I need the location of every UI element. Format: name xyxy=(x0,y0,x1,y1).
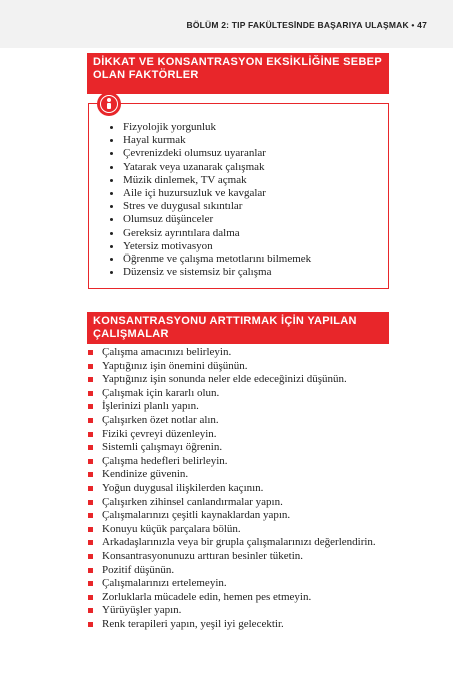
bullet-dot-icon xyxy=(110,205,113,208)
list-item xyxy=(88,414,376,428)
list-item xyxy=(88,400,376,414)
list-item-text: Sistemli çalışmayı öğrenin. xyxy=(102,441,223,454)
list-item-text: Yatarak veya uzanarak çalışmak xyxy=(123,160,265,173)
list-item xyxy=(110,147,311,160)
red-square-bullet-icon xyxy=(88,377,93,382)
running-title: BÖLÜM 2: TIP FAKÜLTESİNDE BAŞARIYA ULAŞMAK • 47 xyxy=(186,20,427,30)
section-heading-line: KONSANTRASYONU ARTTIRMAK İÇİN YAPILAN xyxy=(93,315,357,327)
list-item xyxy=(110,187,311,200)
list-item-text: Yürüyüşler yapın. xyxy=(102,604,182,617)
red-square-bullet-icon xyxy=(88,459,93,464)
list-item-text: Çalışmalarınızı çeşitli kaynaklardan yapın. xyxy=(102,509,291,522)
tips-list xyxy=(88,346,376,631)
bullet-dot-icon xyxy=(110,152,113,155)
list-item xyxy=(88,536,376,550)
list-item xyxy=(110,253,311,266)
bullet-dot-icon xyxy=(110,258,113,261)
red-square-bullet-icon xyxy=(88,581,93,586)
list-item-text: Çalışma amacınızı belirleyin. xyxy=(102,346,232,358)
red-square-bullet-icon xyxy=(88,608,93,613)
bullet-dot-icon xyxy=(110,179,113,182)
list-item xyxy=(110,121,311,134)
list-item xyxy=(88,591,376,605)
bullet-dot-icon xyxy=(110,166,113,169)
list-item xyxy=(88,373,376,387)
red-square-bullet-icon xyxy=(88,432,93,437)
red-square-bullet-icon xyxy=(88,554,93,559)
list-item-text: Fiziki çevreyi düzenleyin. xyxy=(102,427,217,440)
list-item-text: Pozitif düşünün. xyxy=(102,563,175,576)
section-heading-line: OLAN FAKTÖRLER xyxy=(93,69,199,81)
list-item xyxy=(88,441,376,455)
list-item-text: Müzik dinlemek, TV açmak xyxy=(123,173,247,186)
section-heading-line: ÇALIŞMALAR xyxy=(93,328,169,340)
list-item-text: Öğrenme ve çalışma metotlarını bilmemek xyxy=(123,252,312,265)
list-item-text: Çalışırken zihinsel canlandırmalar yapın. xyxy=(102,495,283,508)
list-item-text: Yetersiz motivasyon xyxy=(123,239,213,252)
red-square-bullet-icon xyxy=(88,391,93,396)
bullet-dot-icon xyxy=(110,232,113,235)
list-item-text: Zorluklarla mücadele edin, hemen pes etmeyin. xyxy=(102,590,312,603)
list-item-text: Gereksiz ayrıntılara dalma xyxy=(123,226,240,239)
list-item-text: Çevrenizdeki olumsuz uyaranlar xyxy=(123,147,266,160)
red-square-bullet-icon xyxy=(88,486,93,491)
list-item xyxy=(88,468,376,482)
section-heading-line: DİKKAT VE KONSANTRASYON EKSİKLİĞİNE SEBEP xyxy=(93,56,382,68)
list-item xyxy=(88,618,376,632)
red-square-bullet-icon xyxy=(88,350,93,355)
bullet-dot-icon xyxy=(110,218,113,221)
bullet-dot-icon xyxy=(110,126,113,129)
list-item-text: Olumsuz düşünceler xyxy=(123,213,214,226)
list-item-text: Çalışırken özet notlar alın. xyxy=(102,413,219,426)
bullet-dot-icon xyxy=(110,192,113,195)
section-heading-factors xyxy=(87,53,389,94)
list-item xyxy=(110,266,311,279)
list-item-text: Hayal kurmak xyxy=(123,134,186,147)
factors-list xyxy=(110,121,311,279)
red-square-bullet-icon xyxy=(88,622,93,627)
list-item xyxy=(88,509,376,523)
list-item xyxy=(88,428,376,442)
list-item xyxy=(88,564,376,578)
list-item xyxy=(110,134,311,147)
list-item xyxy=(88,482,376,496)
red-square-bullet-icon xyxy=(88,568,93,573)
red-square-bullet-icon xyxy=(88,595,93,600)
list-item-text: Fizyolojik yorgunluk xyxy=(123,121,216,133)
list-item-text: İşlerinizi planlı yapın. xyxy=(102,400,199,413)
list-item xyxy=(88,387,376,401)
running-header xyxy=(0,0,453,48)
red-square-bullet-icon xyxy=(88,500,93,505)
bullet-dot-icon xyxy=(110,271,113,274)
list-item-text: Arkadaşlarınızla veya bir grupla çalışmalarınızı değerlendirin. xyxy=(102,536,376,549)
list-item xyxy=(88,577,376,591)
list-item xyxy=(88,496,376,510)
list-item xyxy=(110,227,311,240)
list-item-text: Kendinize güvenin. xyxy=(102,468,189,481)
list-item xyxy=(88,455,376,469)
list-item xyxy=(88,523,376,537)
list-item xyxy=(110,240,311,253)
list-item-text: Düzensiz ve sistemsiz bir çalışma xyxy=(123,266,272,279)
red-square-bullet-icon xyxy=(88,404,93,409)
list-item-text: Renk terapileri yapın, yeşil iyi gelecektir. xyxy=(102,617,284,630)
list-item-text: Konuyu küçük parçalara bölün. xyxy=(102,522,241,535)
red-square-bullet-icon xyxy=(88,418,93,423)
list-item-text: Yoğun duygusal ilişkilerden kaçının. xyxy=(102,481,264,494)
list-item xyxy=(110,174,311,187)
list-item xyxy=(88,346,376,360)
list-item xyxy=(110,161,311,174)
list-item-text: Konsantrasyonunuzu arttıran besinler tüketin. xyxy=(102,549,304,562)
red-square-bullet-icon xyxy=(88,445,93,450)
red-square-bullet-icon xyxy=(88,364,93,369)
list-item-text: Yaptığınız işin önemini düşünün. xyxy=(102,359,248,372)
red-square-bullet-icon xyxy=(88,527,93,532)
list-item-text: Stres ve duygusal sıkıntılar xyxy=(123,200,243,213)
bullet-dot-icon xyxy=(110,245,113,248)
red-square-bullet-icon xyxy=(88,472,93,477)
list-item-text: Aile içi huzursuzluk ve kavgalar xyxy=(123,186,266,199)
list-item xyxy=(110,213,311,226)
list-item-text: Çalışmak için kararlı olun. xyxy=(102,386,220,399)
list-item xyxy=(88,360,376,374)
list-item-text: Yaptığınız işin sonunda neler elde edeceğinizi düşünün. xyxy=(102,373,347,386)
list-item xyxy=(110,200,311,213)
list-item-text: Çalışmalarınızı ertelemeyin. xyxy=(102,577,227,590)
list-item xyxy=(88,604,376,618)
red-square-bullet-icon xyxy=(88,513,93,518)
list-item xyxy=(88,550,376,564)
red-square-bullet-icon xyxy=(88,540,93,545)
info-icon xyxy=(97,92,121,116)
section-heading-improving xyxy=(87,312,389,344)
list-item-text: Çalışma hedefleri belirleyin. xyxy=(102,454,228,467)
bullet-dot-icon xyxy=(110,139,113,142)
